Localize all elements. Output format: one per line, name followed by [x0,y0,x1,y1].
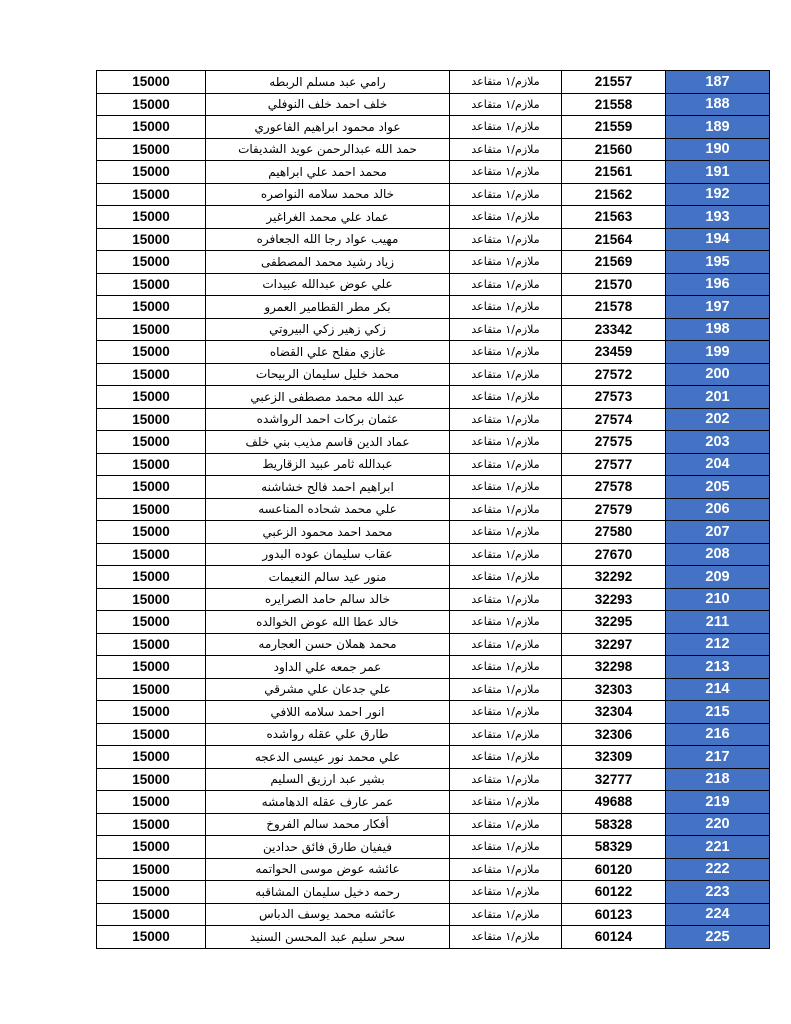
row-number-cell: 214 [666,678,770,701]
row-number-cell: 212 [666,633,770,656]
id-cell: 60124 [562,926,666,949]
rank-cell: ملازم/١ متقاعد [450,116,562,139]
id-cell: 23342 [562,318,666,341]
amount-cell: 15000 [97,228,206,251]
amount-cell: 15000 [97,723,206,746]
row-number-cell: 209 [666,566,770,589]
id-cell: 32293 [562,588,666,611]
table-row [97,138,770,161]
name-cell: سحر سليم عبد المحسن السنيد [206,926,450,949]
table-row [97,296,770,319]
name-cell: انور احمد سلامه اللافي [206,701,450,724]
name-cell: خلف احمد خلف النوفلي [206,93,450,116]
rank-cell: ملازم/١ متقاعد [450,498,562,521]
rank-cell: ملازم/١ متقاعد [450,363,562,386]
name-cell: محمد احمد علي ابراهيم [206,161,450,184]
table-row [97,206,770,229]
amount-cell: 15000 [97,476,206,499]
id-cell: 21557 [562,71,666,94]
id-cell: 27574 [562,408,666,431]
rank-cell: ملازم/١ متقاعد [450,341,562,364]
amount-cell: 15000 [97,858,206,881]
rank-cell: ملازم/١ متقاعد [450,723,562,746]
amount-cell: 15000 [97,341,206,364]
row-number-cell: 192 [666,183,770,206]
rank-cell: ملازم/١ متقاعد [450,701,562,724]
id-cell: 49688 [562,791,666,814]
amount-cell: 15000 [97,768,206,791]
table-row [97,161,770,184]
row-number-cell: 204 [666,453,770,476]
table-row [97,318,770,341]
rank-cell: ملازم/١ متقاعد [450,903,562,926]
name-cell: فيفيان طارق فائق حدادين [206,836,450,859]
id-cell: 27572 [562,363,666,386]
table-row [97,498,770,521]
rank-cell: ملازم/١ متقاعد [450,71,562,94]
id-cell: 27580 [562,521,666,544]
name-cell: محمد هملان حسن العجارمه [206,633,450,656]
row-number-cell: 216 [666,723,770,746]
table-row [97,566,770,589]
id-cell: 32306 [562,723,666,746]
id-cell: 58329 [562,836,666,859]
amount-cell: 15000 [97,926,206,949]
row-number-cell: 200 [666,363,770,386]
id-cell: 27670 [562,543,666,566]
name-cell: محمد احمد محمود الزعبي [206,521,450,544]
row-number-cell: 220 [666,813,770,836]
rank-cell: ملازم/١ متقاعد [450,318,562,341]
id-cell: 21578 [562,296,666,319]
id-cell: 58328 [562,813,666,836]
table-row [97,903,770,926]
rank-cell: ملازم/١ متقاعد [450,858,562,881]
rank-cell: ملازم/١ متقاعد [450,566,562,589]
rank-cell: ملازم/١ متقاعد [450,408,562,431]
name-cell: رامي عبد مسلم الربطه [206,71,450,94]
rank-cell: ملازم/١ متقاعد [450,138,562,161]
id-cell: 60120 [562,858,666,881]
name-cell: زياد رشيد محمد المصطفى [206,251,450,274]
id-cell: 32298 [562,656,666,679]
row-number-cell: 219 [666,791,770,814]
amount-cell: 15000 [97,206,206,229]
name-cell: بكر مطر القطامير العمرو [206,296,450,319]
name-cell: علي عوض عبدالله عبيدات [206,273,450,296]
row-number-cell: 197 [666,296,770,319]
row-number-cell: 189 [666,116,770,139]
row-number-cell: 217 [666,746,770,769]
id-cell: 32303 [562,678,666,701]
id-cell: 23459 [562,341,666,364]
amount-cell: 15000 [97,678,206,701]
rank-cell: ملازم/١ متقاعد [450,228,562,251]
row-number-cell: 210 [666,588,770,611]
roster-table-body [97,71,770,949]
amount-cell: 15000 [97,363,206,386]
rank-cell: ملازم/١ متقاعد [450,611,562,634]
amount-cell: 15000 [97,836,206,859]
table-row [97,588,770,611]
row-number-cell: 194 [666,228,770,251]
rank-cell: ملازم/١ متقاعد [450,746,562,769]
table-row [97,116,770,139]
id-cell: 21563 [562,206,666,229]
amount-cell: 15000 [97,543,206,566]
table-row [97,93,770,116]
name-cell: عثمان بركات احمد الرواشده [206,408,450,431]
id-cell: 27573 [562,386,666,409]
row-number-cell: 190 [666,138,770,161]
amount-cell: 15000 [97,633,206,656]
id-cell: 21558 [562,93,666,116]
rank-cell: ملازم/١ متقاعد [450,476,562,499]
rank-cell: ملازم/١ متقاعد [450,521,562,544]
id-cell: 21560 [562,138,666,161]
amount-cell: 15000 [97,746,206,769]
rank-cell: ملازم/١ متقاعد [450,543,562,566]
name-cell: عماد علي محمد الغراغير [206,206,450,229]
amount-cell: 15000 [97,386,206,409]
id-cell: 32309 [562,746,666,769]
id-cell: 32295 [562,611,666,634]
row-number-cell: 205 [666,476,770,499]
amount-cell: 15000 [97,498,206,521]
row-number-cell: 208 [666,543,770,566]
amount-cell: 15000 [97,588,206,611]
table-row [97,521,770,544]
roster-table [96,70,770,949]
rank-cell: ملازم/١ متقاعد [450,206,562,229]
amount-cell: 15000 [97,183,206,206]
rank-cell: ملازم/١ متقاعد [450,273,562,296]
name-cell: علي جدعان علي مشرقي [206,678,450,701]
amount-cell: 15000 [97,273,206,296]
name-cell: منور عيد سالم النعيمات [206,566,450,589]
table-row [97,273,770,296]
name-cell: عبدالله ثامر عبيد الزقاريط [206,453,450,476]
row-number-cell: 195 [666,251,770,274]
rank-cell: ملازم/١ متقاعد [450,791,562,814]
amount-cell: 15000 [97,881,206,904]
rank-cell: ملازم/١ متقاعد [450,836,562,859]
row-number-cell: 222 [666,858,770,881]
table-row [97,813,770,836]
id-cell: 21564 [562,228,666,251]
rank-cell: ملازم/١ متقاعد [450,251,562,274]
table-row [97,431,770,454]
table-row [97,251,770,274]
table-row [97,633,770,656]
id-cell: 21569 [562,251,666,274]
amount-cell: 15000 [97,138,206,161]
name-cell: محمد خليل سليمان الربيحات [206,363,450,386]
table-row [97,611,770,634]
rank-cell: ملازم/١ متقاعد [450,588,562,611]
name-cell: عمر جمعه علي الداود [206,656,450,679]
amount-cell: 15000 [97,611,206,634]
table-row [97,363,770,386]
id-cell: 21559 [562,116,666,139]
name-cell: عقاب سليمان عوده البدور [206,543,450,566]
rank-cell: ملازم/١ متقاعد [450,813,562,836]
name-cell: علي محمد شحاده المناعسه [206,498,450,521]
rank-cell: ملازم/١ متقاعد [450,431,562,454]
row-number-cell: 207 [666,521,770,544]
table-row [97,656,770,679]
name-cell: طارق علي عقله رواشده [206,723,450,746]
amount-cell: 15000 [97,93,206,116]
amount-cell: 15000 [97,251,206,274]
rank-cell: ملازم/١ متقاعد [450,386,562,409]
table-row [97,543,770,566]
rank-cell: ملازم/١ متقاعد [450,633,562,656]
amount-cell: 15000 [97,903,206,926]
table-row [97,836,770,859]
rank-cell: ملازم/١ متقاعد [450,93,562,116]
id-cell: 32304 [562,701,666,724]
amount-cell: 15000 [97,566,206,589]
amount-cell: 15000 [97,408,206,431]
table-row [97,408,770,431]
row-number-cell: 188 [666,93,770,116]
name-cell: مهيب عواد رجا الله الجعافره [206,228,450,251]
rank-cell: ملازم/١ متقاعد [450,453,562,476]
rank-cell: ملازم/١ متقاعد [450,678,562,701]
amount-cell: 15000 [97,813,206,836]
name-cell: عائشه عوض موسى الحواتمه [206,858,450,881]
id-cell: 27579 [562,498,666,521]
table-row [97,453,770,476]
name-cell: خالد عطا الله عوض الخوالده [206,611,450,634]
row-number-cell: 213 [666,656,770,679]
table-row [97,768,770,791]
name-cell: خالد سالم حامد الصرايره [206,588,450,611]
table-row [97,858,770,881]
amount-cell: 15000 [97,431,206,454]
row-number-cell: 221 [666,836,770,859]
name-cell: ابراهيم احمد فالح خشاشنه [206,476,450,499]
id-cell: 27577 [562,453,666,476]
rank-cell: ملازم/١ متقاعد [450,656,562,679]
id-cell: 21561 [562,161,666,184]
amount-cell: 15000 [97,296,206,319]
amount-cell: 15000 [97,318,206,341]
name-cell: بشير عبد ارزيق السليم [206,768,450,791]
amount-cell: 15000 [97,161,206,184]
row-number-cell: 225 [666,926,770,949]
name-cell: علي محمد نور عيسى الدعجه [206,746,450,769]
id-cell: 27575 [562,431,666,454]
row-number-cell: 201 [666,386,770,409]
table-row [97,228,770,251]
table-row [97,476,770,499]
amount-cell: 15000 [97,453,206,476]
name-cell: رحمه دخيل سليمان المشاقبه [206,881,450,904]
table-row [97,746,770,769]
row-number-cell: 203 [666,431,770,454]
amount-cell: 15000 [97,701,206,724]
row-number-cell: 206 [666,498,770,521]
row-number-cell: 187 [666,71,770,94]
id-cell: 32292 [562,566,666,589]
id-cell: 32777 [562,768,666,791]
row-number-cell: 193 [666,206,770,229]
rank-cell: ملازم/١ متقاعد [450,161,562,184]
table-row [97,791,770,814]
name-cell: حمد الله عبدالرحمن عويد الشديفات [206,138,450,161]
table-row [97,71,770,94]
row-number-cell: 202 [666,408,770,431]
table-row [97,881,770,904]
row-number-cell: 224 [666,903,770,926]
name-cell: زكي زهير زكي البيروتي [206,318,450,341]
id-cell: 21570 [562,273,666,296]
row-number-cell: 223 [666,881,770,904]
amount-cell: 15000 [97,116,206,139]
name-cell: خالد محمد سلامه النواصره [206,183,450,206]
name-cell: أفكار محمد سالم الفروخ [206,813,450,836]
id-cell: 60123 [562,903,666,926]
row-number-cell: 218 [666,768,770,791]
row-number-cell: 199 [666,341,770,364]
rank-cell: ملازم/١ متقاعد [450,296,562,319]
table-row [97,926,770,949]
rank-cell: ملازم/١ متقاعد [450,768,562,791]
row-number-cell: 198 [666,318,770,341]
amount-cell: 15000 [97,71,206,94]
rank-cell: ملازم/١ متقاعد [450,183,562,206]
row-number-cell: 211 [666,611,770,634]
name-cell: عائشه محمد يوسف الدباس [206,903,450,926]
amount-cell: 15000 [97,656,206,679]
table-row [97,723,770,746]
name-cell: عماد الدين قاسم مذيب بني خلف [206,431,450,454]
name-cell: عبد الله محمد مصطفى الزعبي [206,386,450,409]
id-cell: 32297 [562,633,666,656]
row-number-cell: 191 [666,161,770,184]
id-cell: 21562 [562,183,666,206]
table-row [97,678,770,701]
table-row [97,341,770,364]
row-number-cell: 196 [666,273,770,296]
id-cell: 27578 [562,476,666,499]
rank-cell: ملازم/١ متقاعد [450,926,562,949]
amount-cell: 15000 [97,521,206,544]
table-row [97,386,770,409]
amount-cell: 15000 [97,791,206,814]
id-cell: 60122 [562,881,666,904]
rank-cell: ملازم/١ متقاعد [450,881,562,904]
table-row [97,183,770,206]
row-number-cell: 215 [666,701,770,724]
name-cell: غازي مفلح علي القضاه [206,341,450,364]
table-row [97,701,770,724]
name-cell: عمر عارف عقله الدهامشه [206,791,450,814]
name-cell: عواد محمود ابراهيم الفاعوري [206,116,450,139]
